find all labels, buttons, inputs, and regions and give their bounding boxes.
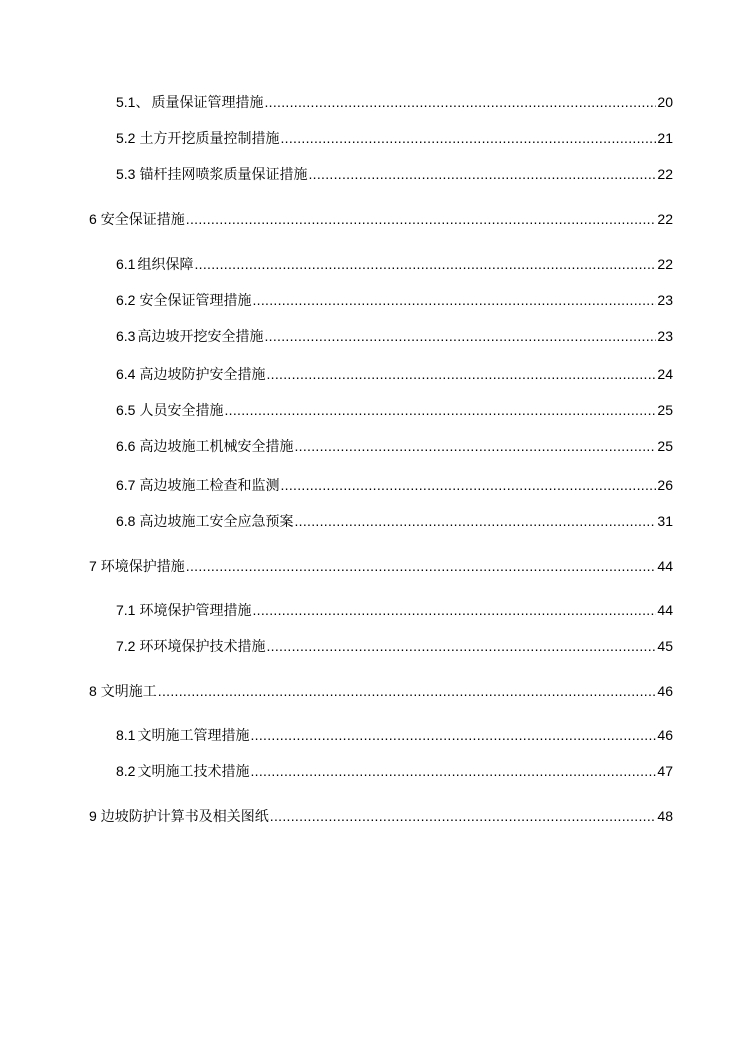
toc-entry-title: 土方开挖质量控制措施 [139, 130, 280, 146]
toc-entry-title: 环环境保护技术措施 [139, 638, 266, 654]
toc-entry-7-2[interactable] [116, 636, 673, 656]
toc-entry-title: 高边坡防护安全措施 [139, 366, 266, 382]
toc-entry-title: 组织保障 [137, 256, 194, 272]
toc-entry-7-1[interactable] [116, 600, 673, 620]
toc-entry-title: 边坡防护计算书及相关图纸 [100, 808, 269, 824]
toc-entry-page: 45 [657, 638, 673, 654]
toc-entry-number: 7.1 [116, 602, 136, 618]
toc-entry-number: 5.2 [116, 130, 136, 146]
toc-entry-6-8[interactable] [116, 511, 673, 531]
toc-entry-8-2[interactable] [116, 761, 673, 781]
toc-entry-title: 高边坡施工检查和监测 [139, 477, 280, 493]
toc-entry-number: 8 [89, 683, 97, 699]
toc-entry-8[interactable] [89, 681, 673, 701]
toc-entry-page: 20 [657, 94, 673, 110]
toc-dot-leader [224, 400, 656, 420]
toc-entry-number: 6.3 [116, 328, 136, 344]
toc-dot-leader [252, 600, 656, 620]
toc-entry-6-3[interactable] [116, 326, 673, 346]
toc-entry-title: 人员安全措施 [139, 402, 224, 418]
toc-entry-6-1[interactable] [116, 254, 673, 274]
toc-entry-5-3[interactable] [116, 164, 673, 184]
toc-entry-title: 环境保护管理措施 [139, 602, 252, 618]
toc-entry-title: 高边坡施工机械安全措施 [139, 438, 294, 454]
toc-entry-page: 26 [657, 477, 673, 493]
toc-dot-leader [280, 475, 656, 495]
toc-entry-6-6[interactable] [116, 436, 673, 456]
toc-dot-leader [264, 92, 656, 112]
toc-dot-leader [158, 681, 657, 701]
toc-dot-leader [294, 436, 656, 456]
toc-entry-number: 6.8 [116, 513, 136, 529]
toc-entry-6-4[interactable] [116, 364, 673, 384]
toc-entry-number: 9 [89, 808, 97, 824]
toc-entry-number: 5.1、 [116, 94, 150, 110]
toc-entry-6-7[interactable] [116, 475, 673, 495]
toc-entry-number: 6 [89, 211, 97, 227]
toc-entry-number: 6.5 [116, 402, 136, 418]
toc-entry-number: 6.2 [116, 292, 136, 308]
toc-dot-leader [266, 364, 656, 384]
toc-entry-title: 高边坡施工安全应急预案 [139, 513, 294, 529]
toc-entry-page: 46 [657, 683, 673, 699]
toc-entry-6-2[interactable] [116, 290, 673, 310]
toc-entry-page: 22 [657, 166, 673, 182]
toc-entry-6-5[interactable] [116, 400, 673, 420]
toc-entry-title: 质量保证管理措施 [151, 94, 264, 110]
toc-entry-page: 47 [657, 763, 673, 779]
toc-entry-title: 锚杆挂网喷浆质量保证措施 [139, 166, 308, 182]
toc-entry-5-2[interactable] [116, 128, 673, 148]
toc-entry-title: 安全保证管理措施 [139, 292, 252, 308]
toc-dot-leader [252, 290, 656, 310]
toc-entry-number: 5.3 [116, 166, 136, 182]
toc-entry-page: 48 [657, 808, 673, 824]
toc-entry-number: 8.2 [116, 763, 136, 779]
toc-entry-8-1[interactable] [116, 725, 673, 745]
toc-entry-page: 31 [657, 513, 673, 529]
toc-dot-leader [270, 806, 657, 826]
toc-dot-leader [308, 164, 656, 184]
toc-entry-page: 46 [657, 727, 673, 743]
toc-entry-title: 文明施工技术措施 [137, 763, 250, 779]
toc-entry-number: 7.2 [116, 638, 136, 654]
toc-entry-page: 24 [657, 366, 673, 382]
toc-dot-leader [266, 636, 656, 656]
toc-entry-title: 文明施工管理措施 [137, 727, 250, 743]
toc-entry-5-1[interactable] [116, 92, 673, 112]
toc-entry-number: 6.6 [116, 438, 136, 454]
toc-dot-leader [186, 209, 657, 229]
toc-entry-number: 8.1 [116, 727, 136, 743]
toc-entry-page: 21 [657, 130, 673, 146]
toc-dot-leader [250, 761, 656, 781]
toc-dot-leader [194, 254, 656, 274]
toc-entry-9[interactable] [89, 806, 673, 826]
toc-entry-page: 44 [657, 602, 673, 618]
toc-entry-number: 6.4 [116, 366, 136, 382]
toc-entry-title: 安全保证措施 [100, 211, 185, 227]
toc-dot-leader [250, 725, 656, 745]
toc-entry-number: 6.7 [116, 477, 136, 493]
toc-entry-page: 44 [657, 558, 673, 574]
toc-entry-page: 25 [657, 438, 673, 454]
toc-dot-leader [294, 511, 656, 531]
toc-dot-leader [280, 128, 656, 148]
toc-entry-6[interactable] [89, 209, 673, 229]
toc-entry-page: 22 [657, 256, 673, 272]
toc-entry-title: 环境保护措施 [100, 558, 185, 574]
toc-entry-title: 高边坡开挖安全措施 [137, 328, 264, 344]
toc-entry-page: 25 [657, 402, 673, 418]
toc-dot-leader [264, 326, 656, 346]
toc-entry-page: 22 [657, 211, 673, 227]
toc-entry-number: 7 [89, 558, 97, 574]
toc-entry-title: 文明施工 [100, 683, 157, 699]
toc-entry-number: 6.1 [116, 256, 136, 272]
toc-entry-page: 23 [657, 328, 673, 344]
toc-entry-page: 23 [657, 292, 673, 308]
toc-dot-leader [186, 556, 657, 576]
toc-entry-7[interactable] [89, 556, 673, 576]
